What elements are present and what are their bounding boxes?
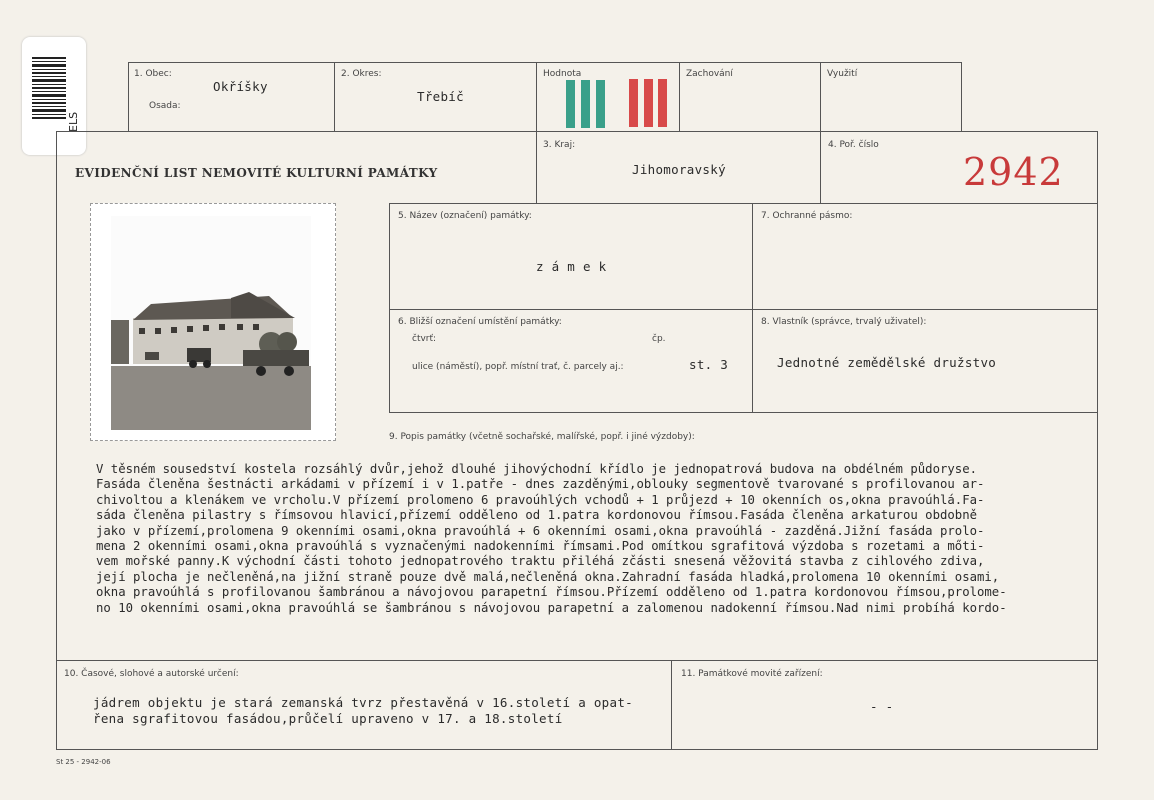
popis-line: chivoltou a klenákem ve vrcholu.V přízemí prolomeno 6 pravoúhlých vchodů + 1 průjezd + 10 okenních os,okna pravoúhlá.Fa- <box>96 492 985 507</box>
obec-cell <box>128 62 335 132</box>
value-mark-red <box>644 79 653 127</box>
zarizeni-cell <box>671 660 1098 750</box>
hodnota-label: Hodnota <box>543 69 582 79</box>
monument-photo <box>90 203 336 441</box>
ulice-label: ulice (náměstí), popř. místní trať, č. parcely aj.: <box>412 362 624 372</box>
obec-value: Okříšky <box>213 79 268 94</box>
value-mark-green <box>596 80 605 128</box>
pasmo-cell <box>752 203 1098 310</box>
nazev-cell <box>389 203 753 310</box>
pasmo-label: 7. Ochranné pásmo: <box>761 211 853 221</box>
urceni-line: jádrem objektu je stará zemanská tvrz přestavěná v 16.století a opat- <box>93 695 633 710</box>
urceni-line: řena sgrafitovou fasádou,průčelí upraveno v 17. a 18.století <box>93 711 563 726</box>
popis-line: Fasáda členěna šestnácti arkádami v přízemí i v 1.patře - dnes zazděnými,oblouky segmentově tvarované s profilovanou ar- <box>96 477 985 492</box>
ctvrt-label: čtvrť: <box>412 334 437 344</box>
okres-value: Třebíč <box>417 89 464 104</box>
okres-label: 2. Okres: <box>341 69 382 79</box>
popis-line: V těsném sousedství kostela rozsáhlý dvůr,jehož dlouhé jihovýchodní křídlo je jednopatrová budova na obdélném půdoryse. <box>96 462 977 476</box>
value-mark-green <box>566 80 575 128</box>
cislo-cell <box>820 131 1098 204</box>
kraj-cell <box>536 131 821 204</box>
record-number: 2942 <box>963 150 1064 194</box>
vyuziti-cell <box>820 62 962 132</box>
zarizeni-value: - - <box>870 699 894 714</box>
zarizeni-label: 11. Památkové movité zařízení: <box>681 669 823 679</box>
urceni-cell <box>56 660 672 750</box>
popis-line: vem mořské panny.K východní části tohoto jednopatrového traktu přiléhá zčásti snesená věžovitá stavba z cihlového zdiva, <box>96 554 985 569</box>
popis-label: 9. Popis památky (včetně sochařské, malířské, popř. i jiné výzdoby): <box>389 432 695 442</box>
hodnota-cell <box>536 62 680 132</box>
osada-label: Osada: <box>149 101 181 111</box>
urceni-label: 10. Časové, slohové a autorské určení: <box>64 669 239 679</box>
obec-label: 1. Obec: <box>134 69 172 79</box>
nazev-value: z á m e k <box>536 259 607 274</box>
form-code: St 25 - 2942-06 <box>56 758 111 766</box>
popis-line: jako v přízemí,prolomena 9 okenními osami,okna pravoúhlá + 6 okenními osami,okna pravoúhlá - zazděná.Jižní fasáda prolo- <box>96 523 985 538</box>
popis-line: její plocha je nečleněná,na jižní straně pouze dvě malá,nečleněná okna.Zahradní fasáda hladká,prolomena 10 okenními osami, <box>96 569 1000 584</box>
popis-line: okna pravoúhlá s profilovanou šambránou a návojovou parapetní římsou.Přízemí odděleno od 1.patra kordonovou římsou,prolome- <box>96 585 1007 600</box>
parcela-value: st. 3 <box>689 357 729 372</box>
form-title: EVIDENČNÍ LIST NEMOVITÉ KULTURNÍ PAMÁTKY <box>75 166 438 180</box>
vlastnik-value: Jednotné zemědělské družstvo <box>777 355 997 370</box>
zachovani-cell <box>679 62 821 132</box>
okres-cell <box>334 62 537 132</box>
vyuziti-label: Využití <box>827 69 858 79</box>
value-mark-green <box>581 80 590 128</box>
popis-line: mena 2 okenními osami,okna pravoúhlá s vyznačenými nadokenními římsami.Pod omítkou sgrafitová výzdoba s rozetami a mőti- <box>96 539 985 554</box>
umisteni-cell <box>389 309 753 413</box>
vlastnik-cell <box>752 309 1098 413</box>
cp-label: čp. <box>652 334 666 344</box>
popis-line: sáda členěna pilastry s římsovou hlavicí,přízemí odděleno od 1.patra kordonovou římsou.Fasáda členěna arkaturou obdobně <box>96 508 977 523</box>
barcode-code: ELS <box>67 111 80 132</box>
zachovani-label: Zachování <box>686 69 733 79</box>
umisteni-label: 6. Bližší označení umístění památky: <box>398 317 562 327</box>
popis-text <box>96 462 1086 616</box>
cislo-label: 4. Poř. číslo <box>828 140 879 150</box>
castle-photo-image <box>111 216 311 430</box>
nazev-label: 5. Název (označení) památky: <box>398 211 532 221</box>
value-mark-red <box>629 79 638 127</box>
barcode-icon <box>32 57 72 127</box>
vlastnik-label: 8. Vlastník (správce, trvalý uživatel): <box>761 317 927 327</box>
popis-line: no 10 okenními osami,okna pravoúhlá se šambránou s návojovou parapetní a zalomenou nadokenní římsou.Nad nimi probíhá kordo- <box>96 600 1007 615</box>
kraj-label: 3. Kraj: <box>543 140 576 150</box>
value-mark-red <box>658 79 667 127</box>
kraj-value: Jihomoravský <box>632 162 726 177</box>
